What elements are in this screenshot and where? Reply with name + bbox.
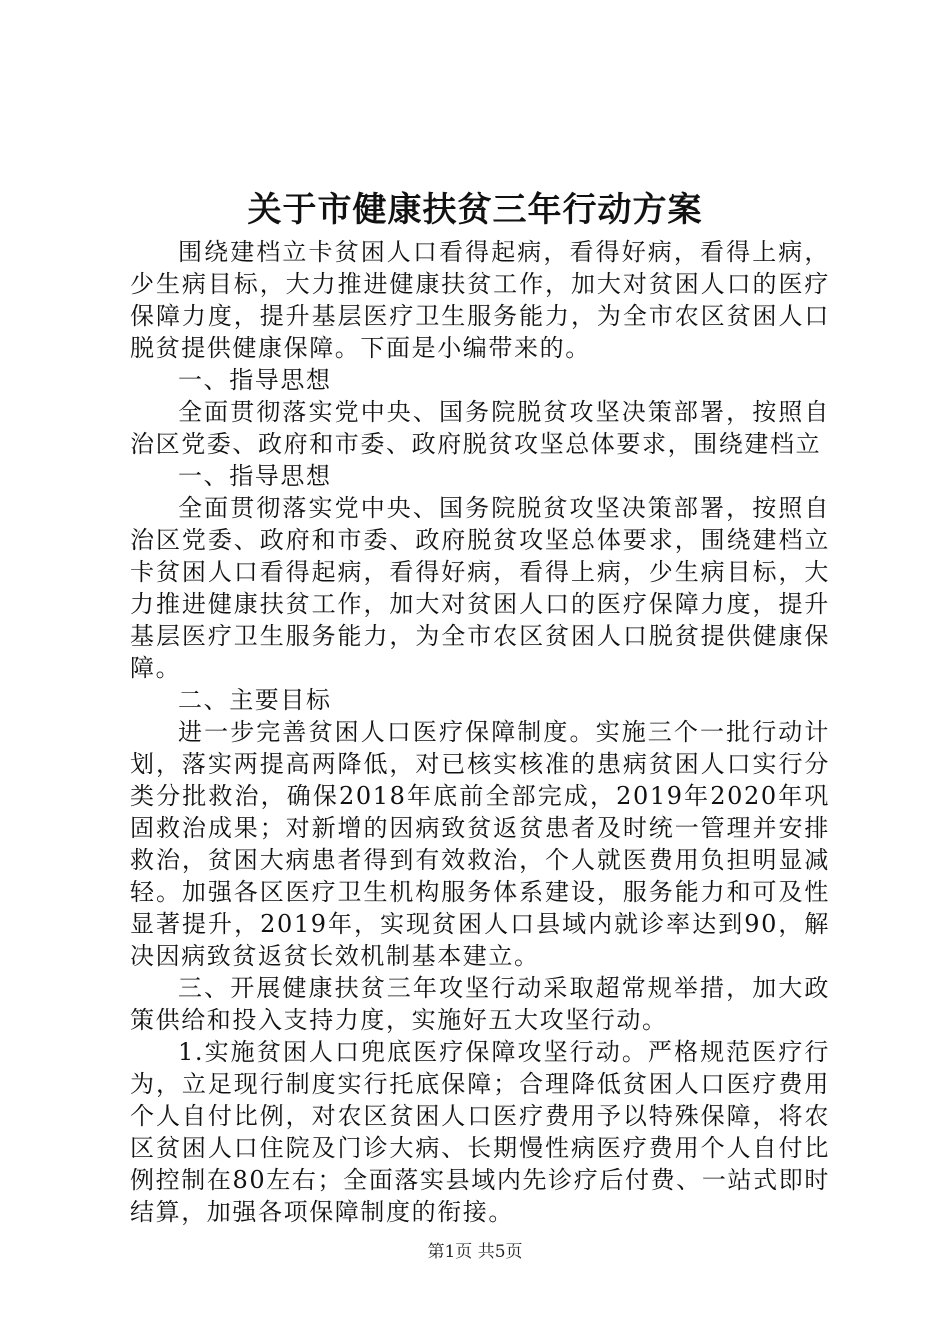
body-paragraph: 全面贯彻落实党中央、国务院脱贫攻坚决策部署，按照自治区党委、政府和市委、政府脱贫攻坚总体要求，围绕建档立卡贫困人口看得起病，看得好病，看得上病，少生病目标，大力推进健康扶贫工作，加大对贫困人口的医疗保障力度，提升基层医疗卫生服务能力，为全市农区贫困人口脱贫提供健康保障。 [130, 494, 830, 682]
body-paragraph: 1.实施贫困人口兜底医疗保障攻坚行动。严格规范医疗行为，立足现行制度实行托底保障；合理降低贫困人口医疗费用个人自付比例，对农区贫困人口医疗费用予以特殊保障，将农区贫困人口住院及门诊大病、长期慢性病医疗费用个人自付比例控制在80左右；全面落实县域内先诊疗后付费、一站式即时结算，加强各项保障制度的衔接。 [130, 1038, 830, 1226]
intro-paragraph: 围绕建档立卡贫困人口看得起病，看得好病，看得上病，少生病目标，大力推进健康扶贫工作，加大对贫困人口的医疗保障力度，提升基层医疗卫生服务能力，为全市农区贫困人口脱贫提供健康保障。下面是小编带来的。 [130, 238, 830, 362]
document-title: 关于市健康扶贫三年行动方案 [247, 190, 703, 230]
page-number: 第1页 共5页 [427, 1242, 523, 1262]
body-paragraph: 全面贯彻落实党中央、国务院脱贫攻坚决策部署，按照自治区党委、政府和市委、政府脱贫攻坚总体要求，围绕建档立 [130, 398, 830, 458]
section-heading: 一、指导思想 [178, 366, 332, 394]
section-heading: 二、主要目标 [178, 686, 332, 714]
body-paragraph: 进一步完善贫困人口医疗保障制度。实施三个一批行动计划，落实两提高两降低，对已核实核准的患病贫困人口实行分类分批救治，确保2018年底前全部完成，2019年2020年巩固救治成果；对新增的因病致贫返贫患者及时统一管理并安排救治，贫困大病患者得到有效救治，个人就医费用负担明显减轻。加强各区医疗卫生机构服务体系建设，服务能力和可及性显著提升，2019年，实现贫困人口县域内就诊率达到90，解决因病致贫返贫长效机制基本建立。 [130, 718, 830, 970]
document-body [130, 236, 830, 1228]
section-heading: 一、指导思想 [178, 462, 332, 490]
section-heading: 三、开展健康扶贫三年攻坚行动采取超常规举措，加大政策供给和投入支持力度，实施好五大攻坚行动。 [130, 974, 830, 1034]
